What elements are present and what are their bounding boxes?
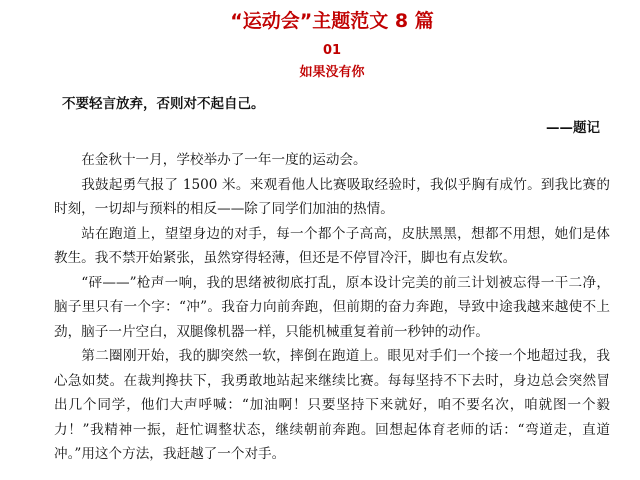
- epigraph: 不要轻言放弃，否则对不起自己。: [62, 96, 265, 112]
- paragraph-3: 站在跑道上，望望身边的对手，每一个都个子高高，皮肤黑黑，想都不用想，她们是体教生。我不禁开始紧张，虽然穿得轻薄，但还是不停冒冷汗，脚也有点发软。: [54, 225, 610, 266]
- epigraph-attribution: ——题记: [546, 120, 600, 136]
- paragraph-1: 在金秋十一月，学校举办了一年一度的运动会。: [81, 152, 367, 168]
- section-number: 01: [322, 43, 342, 58]
- paragraph-4: “砰——”枪声一响，我的思绪被彻底打乱，原本设计完美的前三计划被忘得一干二净，脑子里只有一个字：“冲”。我奋力向前奔跑，但前期的奋力奔跑，导致中途我越来越使不上劲，脑子一片空白，双腿像机器一样，只能机械重复着前一秒钟的动作。: [54, 274, 610, 340]
- paragraph-2: 我鼓起勇气报了 1500 米。来观看他人比赛吸取经验时，我似乎胸有成竹。到我比赛的时刻，一切却与预料的相反——除了同学们加油的热情。: [54, 176, 610, 217]
- essay-title: 如果没有你: [299, 65, 365, 80]
- document-title: “运动会”主题范文 8 篇: [230, 10, 434, 32]
- paragraph-5: 第二圈刚开始，我的脚突然一软，摔倒在跑道上。眼见对手们一个接一个地超过我，我心急如焚。在裁判搀扶下，我勇敢地站起来继续比赛。每每坚持不下去时，身边总会突然冒出几个同学，他们大声呼喊：“加油啊！只要坚持下来就好，咱不要名次，咱就图一个毅力！”我精神一振，赶忙调整状态，继续朝前奔跑。回想起体育老师的话：“弯道走，直道冲。”用这个方法，我赶越了一个对手。: [54, 348, 610, 462]
